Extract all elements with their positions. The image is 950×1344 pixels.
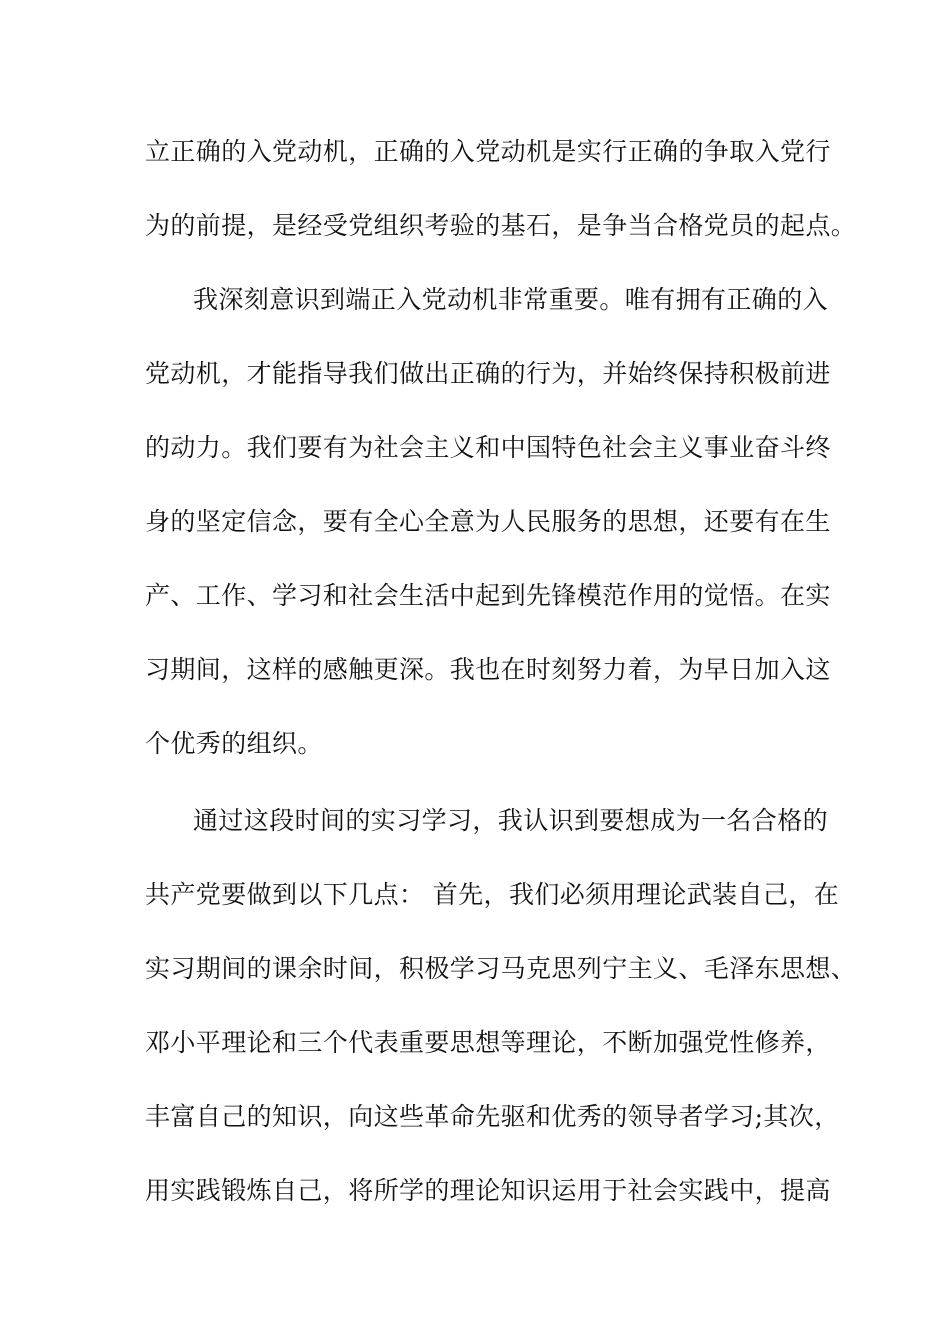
text-line: 的动力。我们要有为社会主义和中国特色社会主义事业奋斗终 xyxy=(145,433,831,462)
text-line: 丰富自己的知识，向这些革命先驱和优秀的领导者学习;其次， xyxy=(145,1102,840,1131)
text-line: 产、工作、学习和社会生活中起到先锋模范作用的觉悟。在实 xyxy=(145,581,831,610)
text-line: 邓小平理论和三个代表重要思想等理论，不断加强党性修养， xyxy=(145,1028,831,1057)
text-line: 党动机，才能指导我们做出正确的行为，并始终保持积极前进 xyxy=(145,359,831,388)
text-line: 共产党要做到以下几点： 首先，我们必须用理论武装自己，在 xyxy=(145,880,840,909)
text-line: 实习期间的课余时间，积极学习马克思列宁主义、毛泽东思想、 xyxy=(145,954,857,983)
text-line: 我深刻意识到端正入党动机非常重要。唯有拥有正确的入 xyxy=(193,285,829,314)
text-line: 用实践锻炼自己，将所学的理论知识运用于社会实践中，提高 xyxy=(145,1176,831,1205)
text-line: 身的坚定信念，要有全心全意为人民服务的思想，还要有在生 xyxy=(145,507,831,536)
text-line: 为的前提，是经受党组织考验的基石，是争当合格党员的起点。 xyxy=(145,211,857,240)
text-line: 习期间，这样的感触更深。我也在时刻努力着，为早日加入这 xyxy=(145,655,831,684)
text-line: 立正确的入党动机，正确的入党动机是实行正确的争取入党行 xyxy=(145,137,831,166)
text-line: 通过这段时间的实习学习，我认识到要想成为一名合格的 xyxy=(193,806,829,835)
text-line: 个优秀的组织。 xyxy=(145,729,323,758)
